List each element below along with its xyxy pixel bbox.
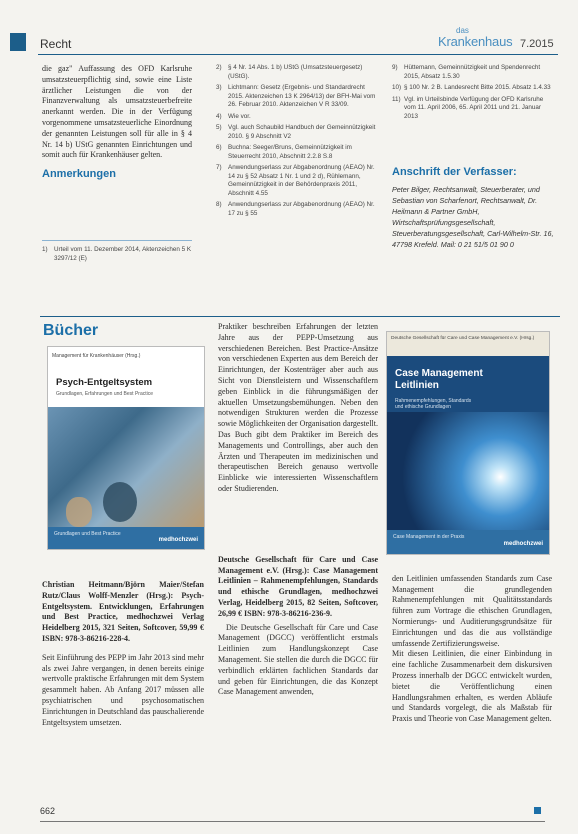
body-paragraph: Seit Einführung des PEPP im Jahr 2013 sind mehr als zwei Jahre vergangen, in denen bereits einige wertvolle praktische Erfahrungen mit dem System gesammelt haben. Ab Anfang 2017 müssen alle psychiatrischen und psychosomatischen Einrichtungen in Deutschland das pauschalierende Entgeltsystem umsetzen. [42, 652, 204, 727]
cover-figure [103, 482, 137, 522]
book-bibliography: Deutsche Gesellschaft für Care und Case Management e.V. (Hrsg.): Case Management Leitlinien – Rahmenempfehlungen, Standards und ethische Grundlagen, medhochzwei Verlag, Heidelberg 2015, 82 Seiten, Softcover, 26,99 € ISBN: 978-3-86216-236-9. [218, 554, 378, 618]
issue-number: 7.2015 [520, 38, 554, 50]
publisher-logo: medhochzwei [503, 541, 543, 547]
footnote: 5) Vgl. auch Schaubild Handbuch der Gemeinnützigkeit 2010. § 9 Abschnitt V2 [216, 124, 376, 140]
logo-das-text: das [456, 26, 469, 35]
page-number: 662 [40, 806, 56, 816]
section-marker [10, 33, 26, 51]
cover-subtitle: Grundlagen, Erfahrungen und Best Practice [56, 391, 154, 397]
notes-column-1 [42, 246, 192, 266]
books-column-1 [42, 580, 204, 731]
books-rule [40, 316, 560, 317]
cover-series: Deutsche Gesellschaft für Care und Case Management e.V. (Hrsg.) [391, 336, 535, 341]
footnote: 7) Anwendungserlass zur Abgabenordnung (AEAO) Nr. 14 zu § 52 Absatz 1 Nr. 1 und 2 d), Rühlemann, Gemeinnützigkeit in der Behördenpraxis 2011, Abschnitt 4.55 [216, 164, 375, 197]
cover-series: Management für Krankenhäuser (Hrsg.) [52, 353, 141, 359]
footnote: 1) Urteil vom 11. Dezember 2014, Aktenzeichen 5 K 3297/12 (E) [42, 246, 192, 262]
books-column-3 [392, 563, 552, 739]
header-rule [38, 54, 558, 55]
books-heading: Bücher [43, 322, 99, 339]
cover-subtitle: Rahmenempfehlungen, Standards und ethische Grundlagen [395, 398, 472, 411]
book-cover-case-management [386, 331, 550, 555]
cover-title: Case Management Leitlinien [395, 368, 483, 391]
cover-band-text: Case Management in der Praxis [393, 534, 465, 540]
book-bibliography: Christian Heitmann/Björn Maier/Stefan Rutz/Claus Wolff-Menzler (Hrsg.): Psych-Entgeltsystem. Entwicklungen, Erfahrungen und Best Practice, medhochzwei Verlag Heidelberg 2015, 321 Seiten, Softcover, 59,99 € ISBN: 978-3-86216-228-4. [42, 580, 204, 643]
footnote: 10) § 100 Nr. 2 B. Landesrecht Bitte 2015. Absatz 1.4.33 [392, 84, 551, 91]
cover-light-graphic [387, 412, 549, 530]
journal-logo [438, 26, 513, 52]
notes-rule [42, 240, 192, 241]
cover-band-text: Grundlagen und Best Practice [54, 531, 121, 537]
footnote: 6) Buchna: Seeger/Bruns, Gemeinnützigkeit im Steuerrecht 2010, Abschnitt 2.2.8 S.8 [216, 144, 352, 160]
footnote: 2) § 4 Nr. 14 Abs. 1 b) UStG (Umsatzsteuergesetz) (UStG). [216, 64, 363, 80]
footnote: 9) Hüttemann, Gemeinnützigkeit und Spendenrecht 2015, Absatz 1.5.30 [392, 64, 541, 80]
notes-column-2 [216, 64, 381, 221]
top-column-1 [42, 64, 192, 184]
footnote: 8) Anwendungserlass zur Abgabenordnung (AEAO) Nr. 17 zu § 55 [216, 201, 375, 217]
footnote: 11) Vgl. im Urteilsbinde Verfügung der OFD Karlsruhe vom 11. April 2006, 65. April 2011 und 21. Januar 2013 [392, 95, 544, 120]
author-box [392, 166, 554, 250]
cover-band [48, 527, 204, 549]
footer-rule [40, 821, 545, 822]
footnote: 4) Wie vor. [216, 112, 251, 120]
cover-title: Psych-Entgeltsystem [56, 377, 153, 388]
body-paragraph: den Leitlinien umfassenden Standards zum Case Management die grundlegenden Rahmenempfehlungen mit Qualitätsstandards führen zum Vortrage die ethischen Grundlagen, Normierungs- und Auditierungsgrundsätze für Einrichtungen und das die aus vollständige umfassende Zertifizierungsweise. Mit diesen Leitlinien, die einer Einbindung in eine fachliche Zusammenarbeit dem diskursiven Prozess innerhalb der DGCC entwickelt wurden, bietet die Veröffentlichung einen Handlungsrahmen erhalten, es werden Abläufe und Standards vorgelegt, die als Maßstab für Praxis und Theorie von Case Management gelten. [392, 573, 552, 724]
cover-band [387, 530, 549, 554]
book-cover-psych-entgeltsystem [47, 346, 205, 550]
body-paragraph: die gaz" Auffassung des OFD Karlsruhe umsatzsteuerpflichtig sind, sowie eine Liste ärztlicher Leistungen die von der Finanzverwaltung als umsatzsteuerbefreite anerkannt werden. Die in der Verfügung vorgenommene umsatzsteuerliche Einordnung der genannten Leistungen soll für alle in § 4 Nr. 14 b) UStG genannten Einrichtungen und somit auch für Krankenhäuser gelten. [42, 64, 192, 160]
author-address: Peter Bilger, Rechtsanwalt, Steuerberater, und Sebastian von Scharfenort, Rechtsanwalt, Dr. Heilmann & Partner GmbH, Wirtschaftsprüfungsgesellschaft, Steuerberatungsgesellschaft, Carl-Wilhelm-Str. 16, 47798 Krefeld. Mail: 0 21 51/5 01 90 0 [392, 185, 554, 249]
end-mark [534, 807, 541, 814]
publisher-logo: medhochzwei [158, 537, 198, 543]
logo-name-text: Krankenhaus [438, 34, 513, 49]
author-heading: Anschrift der Verfasser: [392, 166, 517, 178]
cover-photo [48, 407, 204, 527]
body-paragraph: Die Deutsche Gesellschaft für Care und Case Management (DGCC) veröffentlicht erstmals Leitlinien zum Handlungskonzept Case Management. Sie stellen die durch die DGCC für verbindlich erklärten fachlichen Standards dar und geben für Einrichtungen, die das Konzept Case Management anwenden, [218, 622, 378, 697]
footnote: 3) Lichtmann: Gesetz (Ergebnis- und Standardrecht 2015. Aktenzeichen 13 K 2964/13) der BFH-Mai vom 26. Februar 2010. Aktenzeichen V R 33/09. [216, 84, 376, 108]
notes-heading: Anmerkungen [42, 168, 116, 181]
body-paragraph: Praktiker beschreiben Erfahrungen der letzten Jahre aus der PEPP-Umsetzung aus verschiedenen Bereichen. Best Practice-Ansätze von verschiedenen Experten aus dem Bereich der Einrichtungen, der Kostenträger aber auch aus Sicht von Dienstleistern und Wissenschaftlern geben Einblick in die führungsmäßigen der aktuellen Umsetzungsbemühungen. Neben den notwendigen Strukturen werden die Prozesse sowie Möglichkeiten der Organisation dargestellt. Das Buch gibt dem Praktiker im Bereich des Managements und Controllings, aber auch den Ärzten und Therapeuten im medizinischen und therapeutischen Bereich genauso wertvolle Einblicke wie interessierten Wissenschaftlern oder Studierenden. [218, 322, 378, 493]
books-column-2 [218, 322, 378, 701]
cover-figure [66, 497, 92, 527]
section-title: Recht [40, 37, 72, 51]
cover-header [387, 332, 549, 356]
notes-column-3 [392, 64, 554, 124]
